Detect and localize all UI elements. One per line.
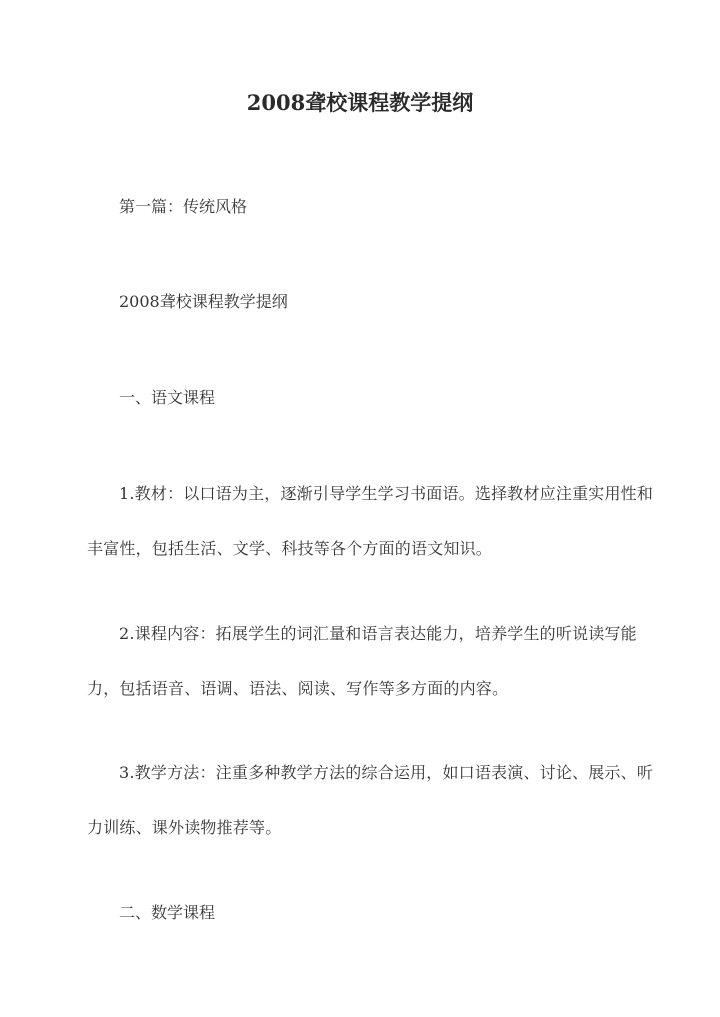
section-label: 第一篇：传统风格	[119, 197, 248, 216]
document-title: 2008聋校课程教学提纲	[246, 90, 474, 115]
paragraph-item-2-text: 2.课程内容：拓展学生的词汇量和语言表达能力，培养学生的听说读写能力，包括语音、语调、语法、阅读、写作等多方面的内容。	[87, 624, 637, 698]
document-subtitle: 2008聋校课程教学提纲	[119, 292, 288, 311]
heading-math-course: 二、数学课程	[119, 903, 216, 922]
heading-chinese-course: 一、语文课程	[119, 388, 216, 407]
paragraph-item-1	[87, 466, 659, 576]
paragraph-item-1-text: 1.教材：以口语为主，逐渐引导学生学习书面语。选择教材应注重实用性和丰富性，包括生活、文学、科技等各个方面的语文知识。	[87, 484, 654, 558]
paragraph-item-3	[87, 745, 659, 855]
paragraph-item-3-text: 3.教学方法：注重多种教学方法的综合运用，如口语表演、讨论、展示、听力训练、课外读物推荐等。	[87, 763, 654, 837]
paragraph-item-2	[87, 606, 659, 716]
